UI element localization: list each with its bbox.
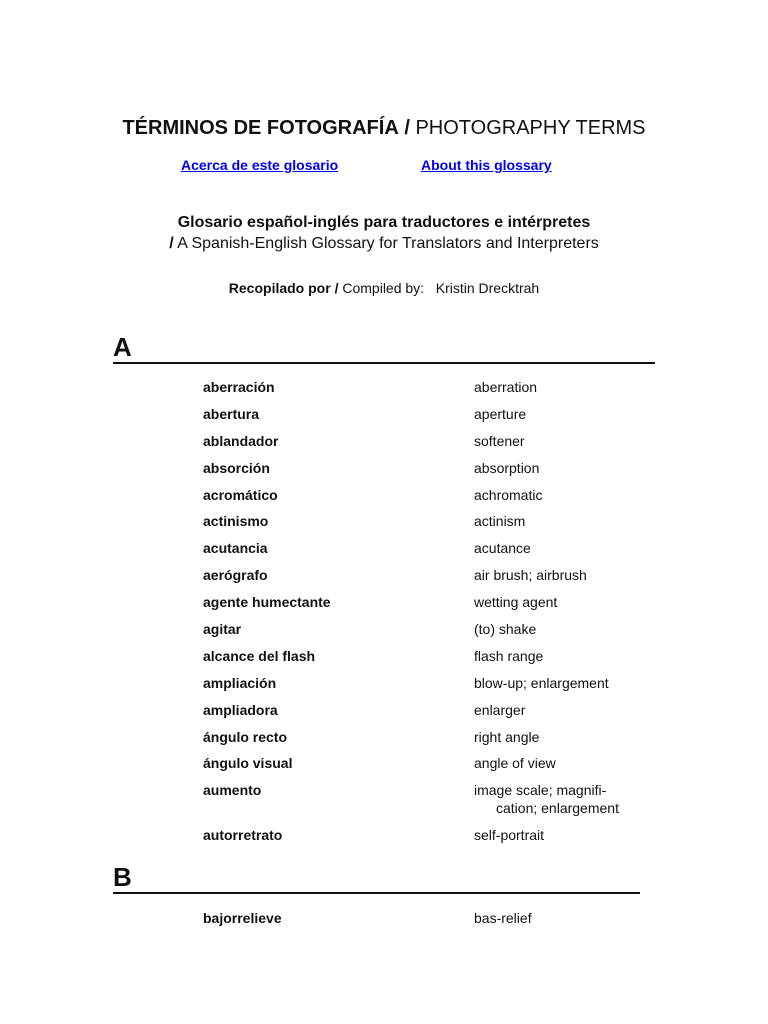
term-spanish: agitar (203, 621, 242, 638)
term-english: wetting agent (474, 594, 558, 611)
term-spanish: absorción (203, 459, 270, 476)
term-spanish: aerógrafo (203, 567, 268, 584)
term-row (0, 701, 768, 728)
compiler-name: Kristin Drecktrah (435, 280, 540, 296)
term-english: flash range (474, 647, 544, 664)
compiled-by (0, 280, 768, 296)
term-spanish: aumento (203, 782, 262, 799)
term-english (474, 781, 674, 817)
term-spanish: autorretrato (203, 827, 283, 844)
term-row (0, 728, 768, 755)
term-spanish: ablandador (203, 432, 279, 449)
term-row (0, 647, 768, 674)
term-row (0, 593, 768, 620)
term-row (0, 909, 768, 936)
term-english: enlarger (474, 701, 526, 718)
term-english: bas-relief (474, 910, 532, 926)
term-row (0, 378, 768, 405)
term-spanish: acutancia (203, 540, 268, 557)
term-english: actinism (474, 513, 526, 530)
term-english: aperture (474, 405, 527, 422)
page-title (0, 115, 768, 141)
term-spanish: ampliación (203, 674, 277, 691)
about-glossary-link-en[interactable]: About this glossary (421, 157, 552, 173)
term-row (0, 459, 768, 486)
title-english: PHOTOGRAPHY TERMS (415, 117, 646, 139)
term-english: aberration (474, 379, 538, 395)
term-row (0, 674, 768, 701)
term-english-line-2: cation; enlargement (496, 800, 619, 817)
term-english: self-portrait (474, 827, 545, 844)
term-row (0, 781, 768, 826)
term-row (0, 620, 768, 647)
term-english-line-1: image scale; magnifi- (474, 782, 607, 799)
term-row (0, 539, 768, 566)
term-spanish: abertura (203, 405, 260, 422)
term-english: (to) shake (474, 621, 537, 638)
term-spanish: actinismo (203, 513, 269, 530)
subtitle-english-line (0, 235, 768, 253)
term-english: acutance (474, 540, 531, 557)
section-header-a (113, 332, 655, 364)
term-english: blow-up; enlargement (474, 674, 609, 691)
about-glossary-link-es[interactable]: Acerca de este glosario (181, 157, 339, 173)
term-english: absorption (474, 459, 540, 476)
term-spanish: bajorrelieve (203, 910, 282, 926)
term-english: right angle (474, 728, 540, 745)
term-spanish: ángulo visual (203, 755, 293, 772)
term-row (0, 826, 768, 853)
subtitle-english: A Spanish-English Glossary for Translators and Interpreters (177, 235, 599, 252)
term-english: achromatic (474, 486, 543, 503)
term-row (0, 432, 768, 459)
term-spanish: acromático (203, 486, 278, 503)
compiled-label-es: Recopilado por / (228, 280, 339, 296)
subtitle-spanish: Glosario español-inglés para traductores e intérpretes (177, 214, 591, 231)
term-row (0, 512, 768, 539)
term-spanish: alcance del flash (203, 647, 316, 664)
section-letter: A (113, 332, 132, 362)
term-spanish: ángulo recto (203, 728, 288, 745)
term-row (0, 486, 768, 513)
term-list-a (0, 378, 768, 853)
term-english: angle of view (474, 755, 556, 772)
compiled-label-en: Compiled by: (342, 280, 425, 296)
subtitle-slash: / (169, 235, 174, 252)
term-row (0, 566, 768, 593)
term-spanish: aberración (203, 379, 275, 395)
section-letter: B (113, 862, 132, 892)
term-spanish: agente humectante (203, 594, 331, 611)
term-english: softener (474, 432, 525, 449)
title-spanish: TÉRMINOS DE FOTOGRAFÍA (122, 117, 399, 139)
term-spanish: ampliadora (203, 701, 278, 718)
term-english: air brush; airbrush (474, 567, 587, 584)
term-list-b (0, 909, 768, 936)
term-row (0, 754, 768, 781)
term-row (0, 405, 768, 432)
section-header-b (113, 862, 640, 894)
title-separator: / (404, 117, 410, 139)
